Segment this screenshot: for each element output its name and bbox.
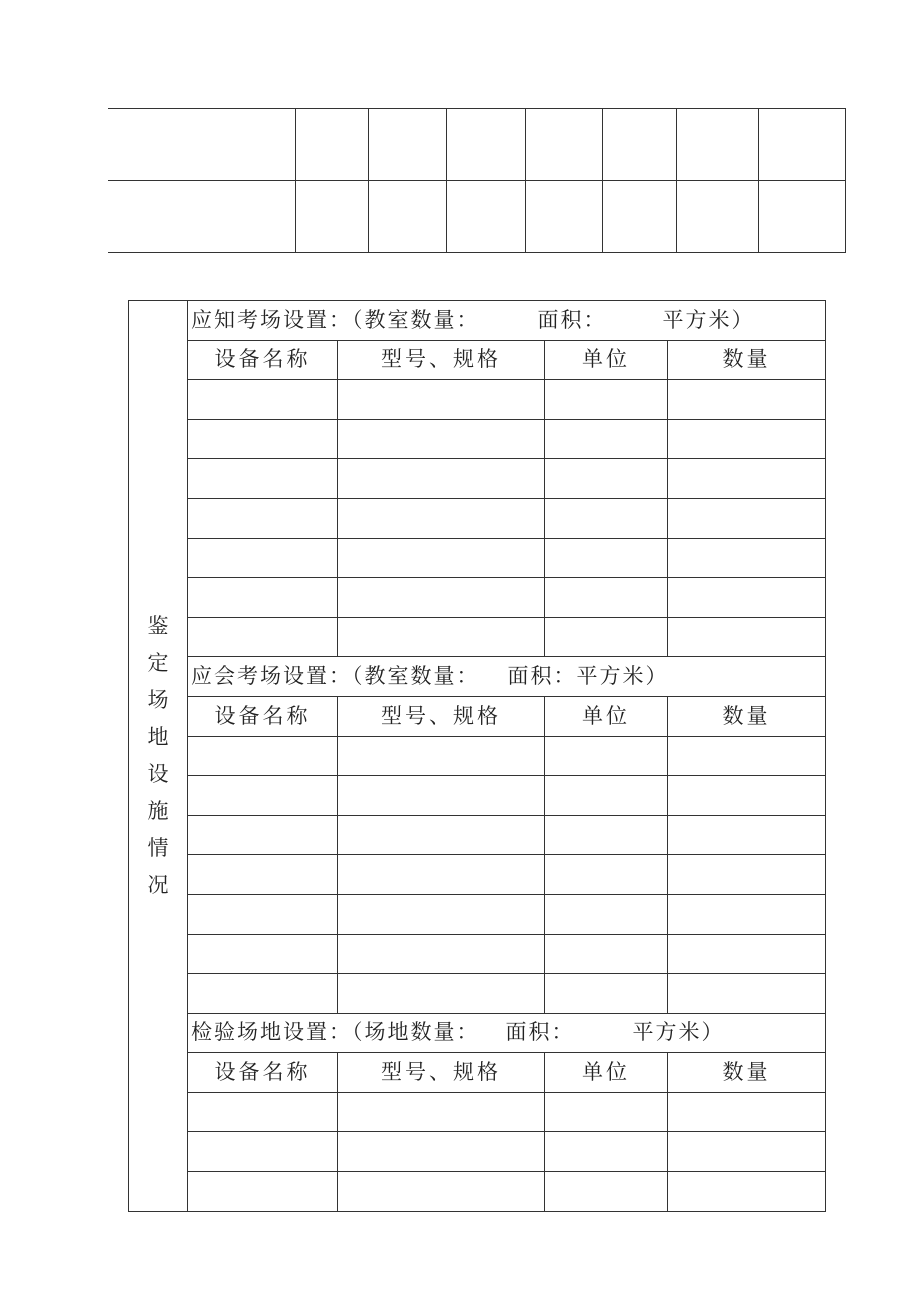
blank-cell — [668, 894, 826, 934]
blank-cell — [188, 459, 338, 499]
blank-cell — [338, 934, 545, 974]
blank-cell — [338, 815, 545, 855]
blank-cell — [668, 538, 826, 578]
section-title-practical — [188, 657, 826, 697]
grid-cell — [525, 109, 602, 181]
blank-cell — [545, 498, 668, 538]
grid-cell — [676, 109, 758, 181]
blank-cell — [668, 815, 826, 855]
col-header-name: 设备名称 — [188, 696, 338, 736]
blank-cell — [668, 736, 826, 776]
grid-cell — [602, 181, 676, 253]
blank-cell — [338, 459, 545, 499]
blank-row — [129, 1092, 826, 1132]
blank-cell — [188, 617, 338, 657]
top-grid-row — [108, 109, 845, 181]
col-header-quantity: 数量 — [668, 696, 826, 736]
blank-cell — [338, 380, 545, 420]
blank-row — [129, 894, 826, 934]
blank-cell — [545, 855, 668, 895]
col-header-unit: 单位 — [545, 696, 668, 736]
blank-cell — [545, 538, 668, 578]
blank-cell — [668, 617, 826, 657]
blank-cell — [668, 855, 826, 895]
blank-cell — [188, 419, 338, 459]
blank-row — [129, 855, 826, 895]
blank-cell — [188, 855, 338, 895]
blank-row — [129, 617, 826, 657]
column-header-row — [129, 696, 826, 736]
grid-cell — [368, 181, 446, 253]
blank-cell — [545, 1092, 668, 1132]
grid-cell — [446, 181, 525, 253]
blank-row — [129, 498, 826, 538]
section-title-part: 平方米） — [632, 1020, 725, 1045]
grid-cell — [295, 109, 368, 181]
section-title-part: 平方米） — [662, 307, 755, 332]
blank-cell — [188, 1172, 338, 1212]
blank-row — [129, 578, 826, 618]
col-header-name: 设备名称 — [188, 1053, 338, 1093]
col-header-quantity: 数量 — [668, 340, 826, 380]
blank-cell — [545, 617, 668, 657]
blank-cell — [338, 1092, 545, 1132]
col-header-unit: 单位 — [545, 340, 668, 380]
blank-cell — [188, 894, 338, 934]
section-title-part: 面积： — [537, 307, 607, 332]
blank-row — [129, 538, 826, 578]
blank-cell — [188, 736, 338, 776]
top-grid-row — [108, 181, 845, 253]
blank-cell — [338, 419, 545, 459]
blank-cell — [338, 1132, 545, 1172]
section-title-inspection — [188, 1013, 826, 1053]
grid-cell — [525, 181, 602, 253]
blank-cell — [545, 1132, 668, 1172]
col-header-quantity: 数量 — [668, 1053, 826, 1093]
blank-cell — [188, 815, 338, 855]
blank-cell — [338, 617, 545, 657]
col-header-model: 型号、规格 — [338, 696, 545, 736]
blank-cell — [668, 419, 826, 459]
col-header-name: 设备名称 — [188, 340, 338, 380]
blank-cell — [188, 974, 338, 1014]
grid-cell — [368, 109, 446, 181]
blank-cell — [188, 776, 338, 816]
blank-cell — [545, 380, 668, 420]
section-title-row — [129, 1013, 826, 1053]
blank-row — [129, 380, 826, 420]
grid-cell — [676, 181, 758, 253]
blank-cell — [188, 1132, 338, 1172]
section-title-knowledge — [188, 301, 826, 341]
blank-cell — [668, 578, 826, 618]
top-blank-grid — [108, 108, 846, 253]
grid-cell — [758, 181, 845, 253]
blank-row — [129, 776, 826, 816]
blank-cell — [338, 974, 545, 1014]
blank-cell — [545, 1172, 668, 1212]
blank-cell — [338, 578, 545, 618]
blank-cell — [545, 419, 668, 459]
blank-cell — [338, 498, 545, 538]
grid-cell — [295, 181, 368, 253]
column-header-row — [129, 340, 826, 380]
blank-cell — [338, 736, 545, 776]
facility-table — [128, 300, 826, 1212]
blank-cell — [668, 380, 826, 420]
side-label: 鉴定场地设施情况 — [147, 613, 169, 897]
section-title-part: 面积：平方米） — [507, 664, 669, 689]
blank-cell — [545, 578, 668, 618]
blank-cell — [338, 894, 545, 934]
section-title-part: 应知考场设置：（教室数量： — [191, 307, 480, 332]
blank-cell — [188, 1092, 338, 1132]
col-header-model: 型号、规格 — [338, 340, 545, 380]
blank-cell — [668, 974, 826, 1014]
blank-cell — [668, 1092, 826, 1132]
blank-cell — [338, 855, 545, 895]
blank-cell — [545, 815, 668, 855]
col-header-model: 型号、规格 — [338, 1053, 545, 1093]
section-title-part: 面积： — [505, 1020, 575, 1045]
blank-cell — [338, 1172, 545, 1212]
grid-cell — [446, 109, 525, 181]
blank-cell — [545, 736, 668, 776]
grid-cell — [758, 109, 845, 181]
grid-cell — [602, 109, 676, 181]
section-title-row — [129, 657, 826, 697]
blank-cell — [338, 776, 545, 816]
blank-row — [129, 815, 826, 855]
blank-cell — [545, 776, 668, 816]
blank-row — [129, 974, 826, 1014]
col-header-unit: 单位 — [545, 1053, 668, 1093]
blank-cell — [668, 1172, 826, 1212]
blank-cell — [188, 538, 338, 578]
blank-row — [129, 1172, 826, 1212]
section-title-part: 应会考场设置：（教室数量： — [191, 664, 480, 689]
blank-row — [129, 419, 826, 459]
blank-cell — [668, 776, 826, 816]
section-title-part: 检验场地设置：（场地数量： — [191, 1020, 480, 1045]
blank-cell — [188, 934, 338, 974]
blank-cell — [188, 380, 338, 420]
blank-cell — [338, 538, 545, 578]
blank-cell — [545, 934, 668, 974]
grid-cell — [108, 181, 295, 253]
blank-cell — [668, 1132, 826, 1172]
blank-cell — [188, 498, 338, 538]
blank-cell — [545, 894, 668, 934]
blank-row — [129, 459, 826, 499]
column-header-row — [129, 1053, 826, 1093]
side-label-cell — [129, 301, 188, 1212]
grid-cell — [108, 109, 295, 181]
section-title-row — [129, 301, 826, 341]
blank-row — [129, 736, 826, 776]
blank-cell — [668, 934, 826, 974]
facility-table-body — [129, 301, 826, 1212]
blank-cell — [545, 974, 668, 1014]
blank-row — [129, 934, 826, 974]
blank-row — [129, 1132, 826, 1172]
blank-cell — [668, 459, 826, 499]
blank-cell — [668, 498, 826, 538]
blank-cell — [188, 578, 338, 618]
blank-cell — [545, 459, 668, 499]
